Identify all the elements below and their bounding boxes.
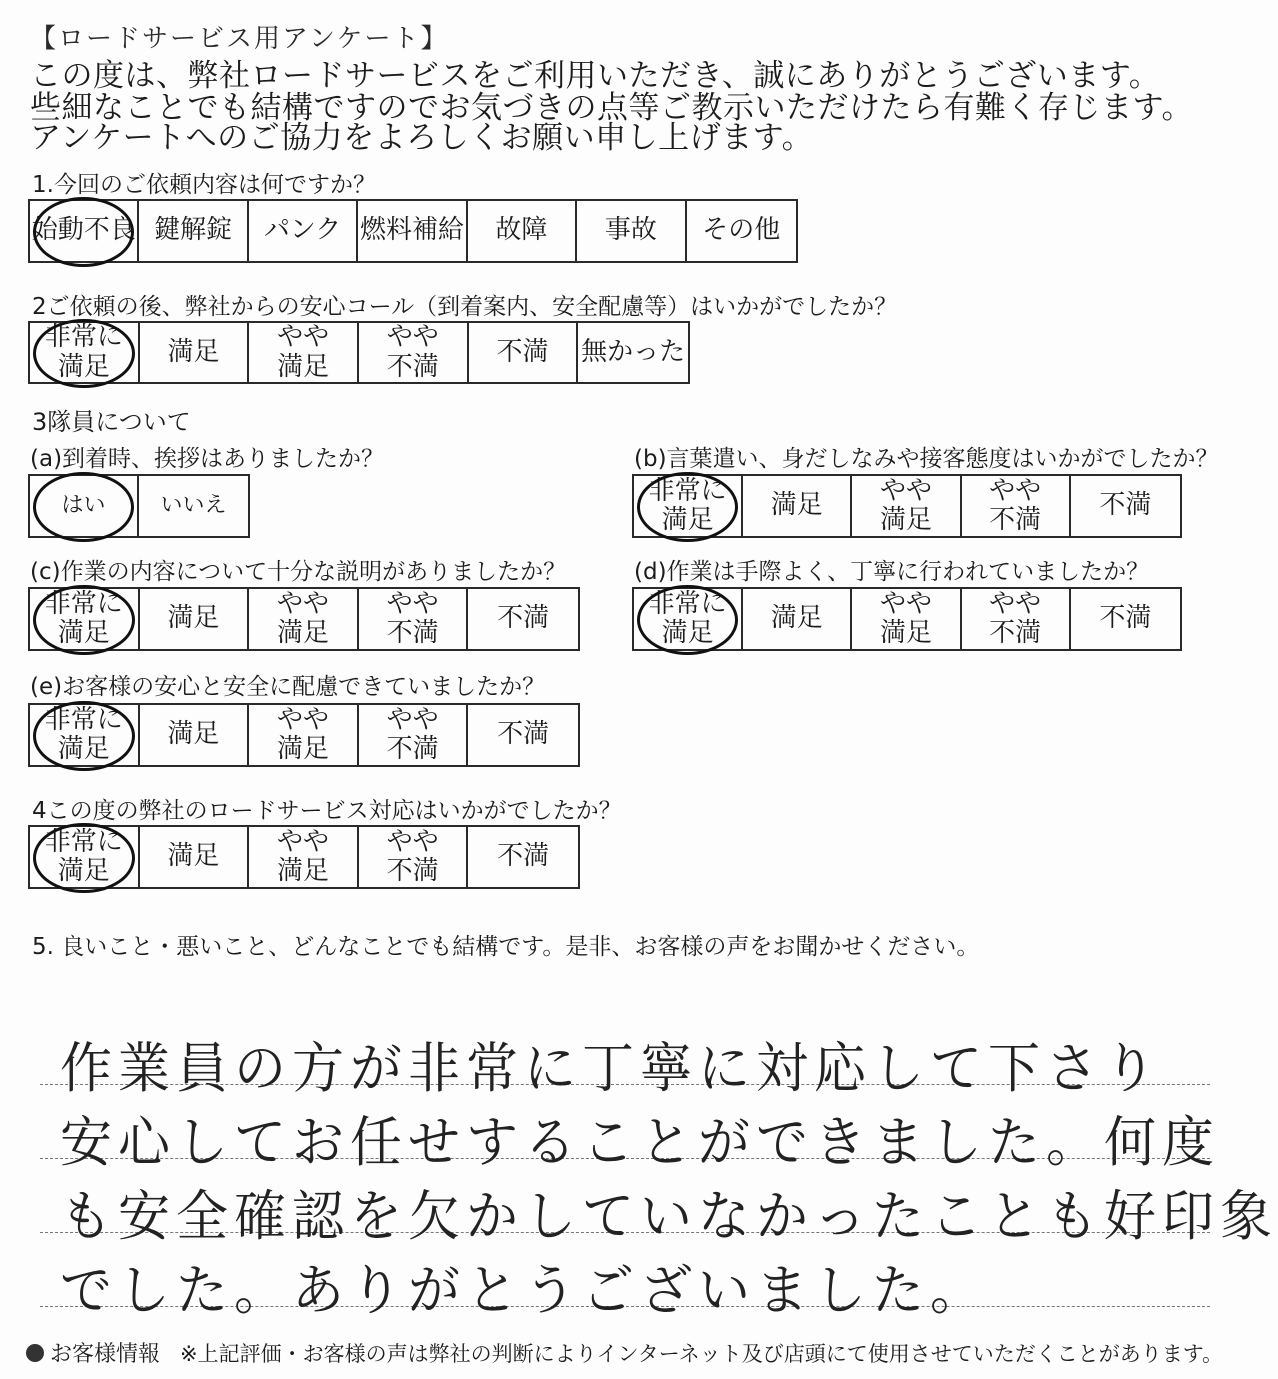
option-label: やや — [989, 588, 1042, 619]
q2-options — [28, 321, 690, 384]
q3a-text: (a)到着時、挨拶はありましたか？ — [30, 446, 385, 472]
q4-text: 4この度の弊社のロードサービス対応はいかがでしたか？ — [32, 798, 622, 824]
option-label: やや — [276, 704, 329, 735]
option-label: 不満 — [497, 603, 550, 634]
option-cell[interactable] — [30, 476, 139, 536]
option-cell[interactable] — [468, 705, 578, 765]
option-label: やや — [276, 588, 329, 619]
option-cell[interactable] — [359, 827, 469, 887]
option-cell[interactable] — [30, 201, 139, 261]
option-cell[interactable] — [577, 201, 686, 261]
q3d-options — [632, 587, 1182, 651]
option-cell[interactable] — [140, 705, 250, 765]
q3c-options — [28, 587, 580, 651]
option-label: 非常に — [44, 322, 123, 353]
option-label: パンク — [263, 215, 342, 246]
option-cell[interactable] — [687, 201, 796, 261]
option-label: 非常に — [44, 826, 123, 857]
option-label: 満足 — [661, 505, 714, 535]
option-cell[interactable] — [468, 827, 578, 887]
option-label: 満足 — [167, 719, 220, 750]
option-cell[interactable] — [578, 323, 688, 382]
intro-line-1: この度は、弊社ロードサービスをご利用いただき、誠にありがとうございます。 — [30, 58, 1161, 94]
option-label: やや — [386, 826, 439, 857]
q2-text: 2ご依頼の後、弊社からの安心コール（到着案内、安全配慮等）はいかがでしたか？ — [32, 294, 898, 320]
q3-text: 3隊員について — [32, 408, 191, 436]
option-label: 満足 — [879, 505, 932, 535]
option-label: 非常に — [648, 475, 727, 506]
option-cell[interactable] — [468, 201, 577, 261]
option-cell[interactable] — [249, 705, 359, 765]
option-label: 満足 — [57, 618, 110, 648]
bullet-icon — [26, 1344, 44, 1362]
option-label: 不満 — [989, 618, 1042, 648]
option-label: 無かった — [581, 336, 686, 367]
option-label: 満足 — [879, 618, 932, 648]
q4-options — [28, 825, 580, 889]
q3a-options — [28, 474, 250, 538]
option-cell[interactable] — [249, 589, 359, 649]
option-label: 満足 — [661, 618, 714, 648]
option-cell[interactable] — [634, 476, 743, 536]
option-cell[interactable] — [469, 323, 579, 382]
option-label: 満足 — [57, 734, 110, 764]
option-cell[interactable] — [468, 589, 578, 649]
option-label: 事故 — [604, 215, 657, 246]
q3e-text: (e)お客様の安心と安全に配慮できていましたか？ — [30, 674, 546, 700]
option-cell[interactable] — [1071, 589, 1180, 649]
option-cell[interactable] — [852, 476, 961, 536]
option-cell[interactable] — [30, 323, 140, 382]
option-label: 非常に — [44, 704, 123, 735]
intro-line-3: アンケートへのご協力をよろしくお願い申し上げます。 — [30, 120, 814, 156]
option-cell[interactable] — [634, 589, 743, 649]
option-label: やや — [386, 704, 439, 735]
option-label: やや — [277, 322, 330, 353]
option-cell[interactable] — [249, 323, 359, 382]
q3b-text: (b)言葉遣い、身だしなみや接客態度はいかがでしたか？ — [634, 446, 1219, 472]
option-label: 不満 — [386, 351, 439, 382]
customer-info-label: お客様情報 — [50, 1342, 161, 1367]
option-label: 不満 — [497, 841, 550, 872]
option-cell[interactable] — [358, 201, 467, 261]
option-label: 満足 — [167, 603, 220, 634]
option-cell[interactable] — [743, 589, 852, 649]
option-label: やや — [386, 588, 439, 619]
option-label: 不満 — [386, 856, 439, 886]
option-cell[interactable] — [139, 201, 248, 261]
option-label: 満足 — [276, 734, 329, 764]
comment-line-3: も安全確認を欠かしていなかったことも好印象 — [60, 1185, 1278, 1249]
option-label: 不満 — [1099, 603, 1152, 634]
footer — [26, 1337, 1223, 1368]
option-cell[interactable] — [359, 705, 469, 765]
option-label: 満足 — [167, 841, 220, 872]
option-label: 不満 — [989, 505, 1042, 535]
q5-text: 5. 良いこと・悪いこと、どんなことでも結構です。是非、お客様の声をお聞かせください。 — [32, 934, 980, 960]
option-label: はい — [61, 492, 106, 518]
comment-line-1: 作業員の方が非常に丁寧に対応して下さり — [60, 1037, 1163, 1101]
usage-note: ※上記評価・お客様の声は弊社の判断によりインターネット及び店頭にて使用させていただくことがあります。 — [180, 1341, 1224, 1366]
q1-options — [28, 199, 798, 263]
option-label: 不満 — [386, 618, 439, 648]
option-label: 満足 — [167, 336, 220, 367]
option-label: 非常に — [44, 588, 123, 619]
option-label: やや — [879, 588, 932, 619]
comment-line-4: でした。ありがとうございました。 — [60, 1259, 989, 1323]
option-cell[interactable] — [962, 476, 1071, 536]
option-label: 不満 — [496, 336, 549, 367]
survey-title: 【ロードサービス用アンケート】 — [30, 24, 449, 54]
option-cell[interactable] — [30, 827, 140, 887]
option-label: 不満 — [1099, 490, 1152, 521]
option-label: 鍵解錠 — [154, 215, 233, 246]
option-label: いいえ — [160, 492, 227, 518]
option-cell[interactable] — [30, 589, 140, 649]
option-cell[interactable] — [743, 476, 852, 536]
option-label: やや — [989, 475, 1042, 506]
option-label: 満足 — [276, 856, 329, 886]
q3d-text: (d)作業は手際よく、丁寧に行われていましたか？ — [634, 559, 1150, 585]
option-cell[interactable] — [359, 589, 469, 649]
option-cell[interactable] — [249, 827, 359, 887]
option-label: 始動不良 — [31, 215, 136, 246]
option-label: 満足 — [57, 351, 110, 382]
comment-area — [40, 1022, 1278, 1323]
option-label: 満足 — [770, 490, 823, 521]
option-label: 不満 — [497, 719, 550, 750]
option-label: やや — [276, 826, 329, 857]
option-label: その他 — [702, 215, 781, 246]
option-cell[interactable] — [359, 323, 469, 382]
option-label: 燃料補給 — [359, 215, 464, 246]
option-label: 満足 — [770, 603, 823, 634]
comment-line-2: 安心してお任せすることができました。何度 — [60, 1111, 1221, 1175]
intro-line-2: 些細なことでも結構ですのでお気づきの点等ご教示いただけたら有難く存じます。 — [30, 90, 1194, 126]
option-label: やや — [879, 475, 932, 506]
option-label: 故障 — [495, 215, 548, 246]
option-cell[interactable] — [140, 323, 250, 382]
option-label: 非常に — [648, 588, 727, 619]
option-cell[interactable] — [1071, 476, 1180, 536]
option-cell[interactable] — [140, 827, 250, 887]
option-cell[interactable] — [962, 589, 1071, 649]
option-label: 満足 — [277, 351, 330, 382]
option-label: やや — [386, 322, 439, 353]
option-label: 不満 — [386, 734, 439, 764]
option-label: 満足 — [276, 618, 329, 648]
q1-text: 1.今回のご依頼内容は何ですか？ — [32, 172, 376, 198]
q3b-options — [632, 474, 1182, 538]
option-cell[interactable] — [140, 589, 250, 649]
option-cell[interactable] — [249, 201, 358, 261]
option-cell[interactable] — [139, 476, 248, 536]
q3e-options — [28, 703, 580, 767]
option-cell[interactable] — [30, 705, 140, 765]
option-cell[interactable] — [852, 589, 961, 649]
option-label: 満足 — [57, 856, 110, 886]
q3c-text: (c)作業の内容について十分な説明がありましたか？ — [30, 559, 567, 585]
